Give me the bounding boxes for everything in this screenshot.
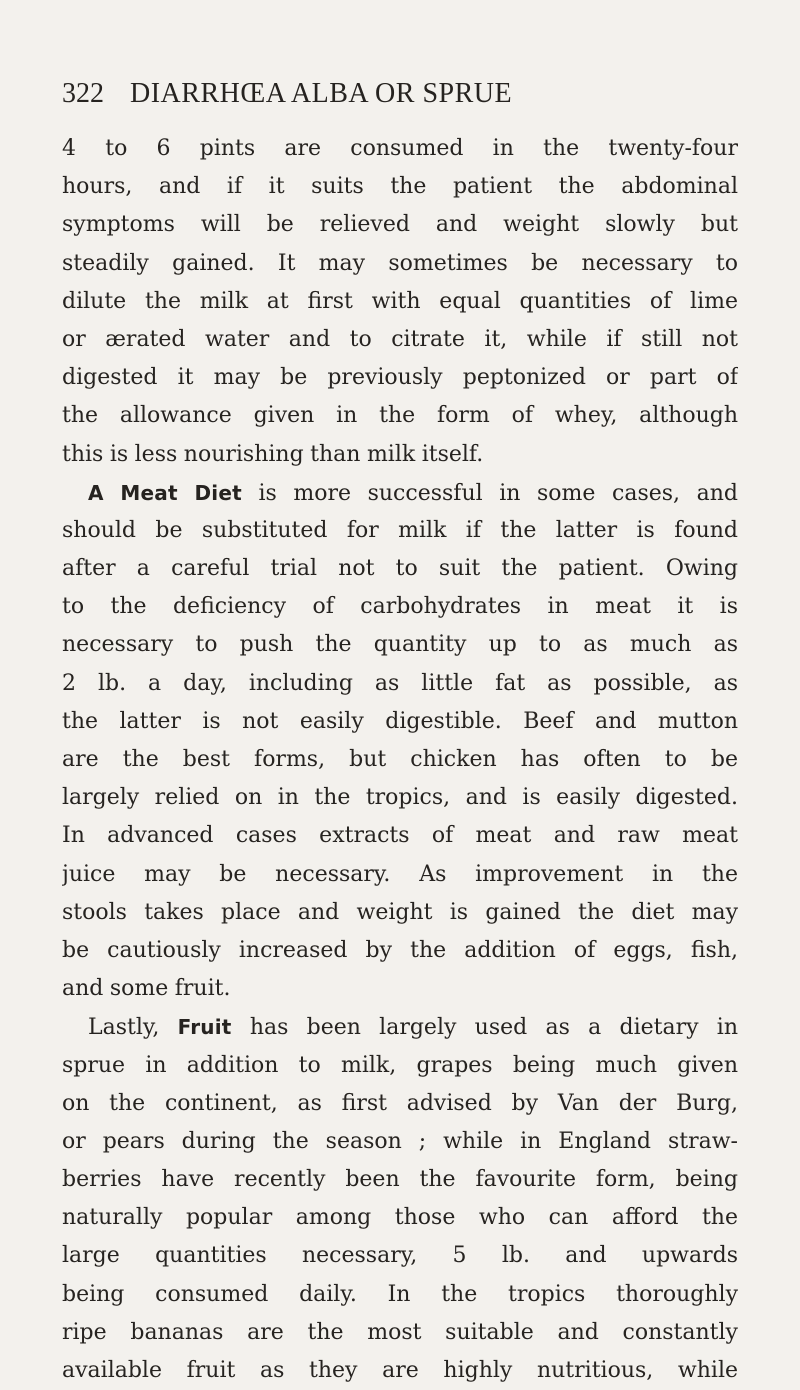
text-line: symptoms will be relieved and weight slowly but [62, 212, 738, 238]
text-line: being consumed daily. In the tropics thoroughly [62, 1281, 738, 1307]
text-line: and some fruit. [62, 976, 231, 1002]
text-line: large quantities necessary, 5 lb. and upwards [62, 1243, 738, 1269]
text-line: available fruit as they are highly nutritious, while [62, 1358, 738, 1383]
text-line: or pears during the season ; while in England straw- [62, 1128, 738, 1154]
text-run: is more successful in some cases, and [241, 480, 738, 506]
text-line: naturally popular among those who can afford the [62, 1205, 738, 1231]
text-line: should be substituted for milk if the latter is found [62, 517, 738, 543]
meat-diet-first-line [62, 474, 738, 512]
text-line: stools takes place and weight is gained the diet may [62, 899, 738, 925]
text-run: Lastly, [88, 1015, 178, 1041]
text-line: to the deficiency of carbohydrates in meat it is [62, 594, 738, 620]
text-line: berries have recently been the favourite form, being [62, 1167, 738, 1193]
text-line: be cautiously increased by the addition of eggs, fish, [62, 937, 738, 963]
meat-diet-heading: A Meat Diet [88, 480, 242, 505]
text-line: dilute the milk at first with equal quantities of lime [62, 288, 738, 314]
text-line: hours, and if it suits the patient the abdominal [62, 174, 738, 200]
text-line: after a careful trial not to suit the patient. Owing [62, 556, 738, 582]
text-line: or ærated water and to citrate it, while if still not [62, 326, 738, 352]
text-run: has been largely used as a dietary in [231, 1015, 738, 1041]
text-line: are the best forms, but chicken has often to be [62, 747, 738, 772]
text-line: ripe bananas are the most suitable and constantly [62, 1319, 738, 1345]
text-line: on the continent, as first advised by Van der Burg, [62, 1090, 738, 1116]
text-line: digested it may be previously peptonized or part of [62, 365, 738, 391]
text-line: In advanced cases extracts of meat and raw meat [62, 823, 738, 849]
text-line: juice may be necessary. As improvement in the [62, 861, 738, 887]
text-line: 2 lb. a day, including as little fat as possible, as [62, 670, 738, 696]
running-head [62, 78, 738, 118]
fruit-heading: Fruit [177, 1015, 232, 1040]
body-text [62, 130, 738, 1390]
text-line: this is less nourishing than milk itself. [62, 441, 484, 467]
text-line: 4 to 6 pints are consumed in the twenty-four [62, 136, 738, 161]
page-number: 322 [62, 78, 104, 109]
text-line: the latter is not easily digestible. Beef and mutton [62, 708, 738, 734]
text-line: largely relied on in the tropics, and is easily digested. [62, 785, 738, 811]
text-line: sprue in addition to milk, grapes being much given [62, 1052, 738, 1078]
text-line: steadily gained. It may sometimes be necessary to [62, 250, 738, 276]
fruit-first-line [62, 1008, 738, 1046]
text-line: the allowance given in the form of whey, although [62, 403, 738, 429]
text-line: necessary to push the quantity up to as much as [62, 632, 738, 658]
running-title: DIARRHŒA ALBA OR SPRUE [130, 78, 513, 109]
